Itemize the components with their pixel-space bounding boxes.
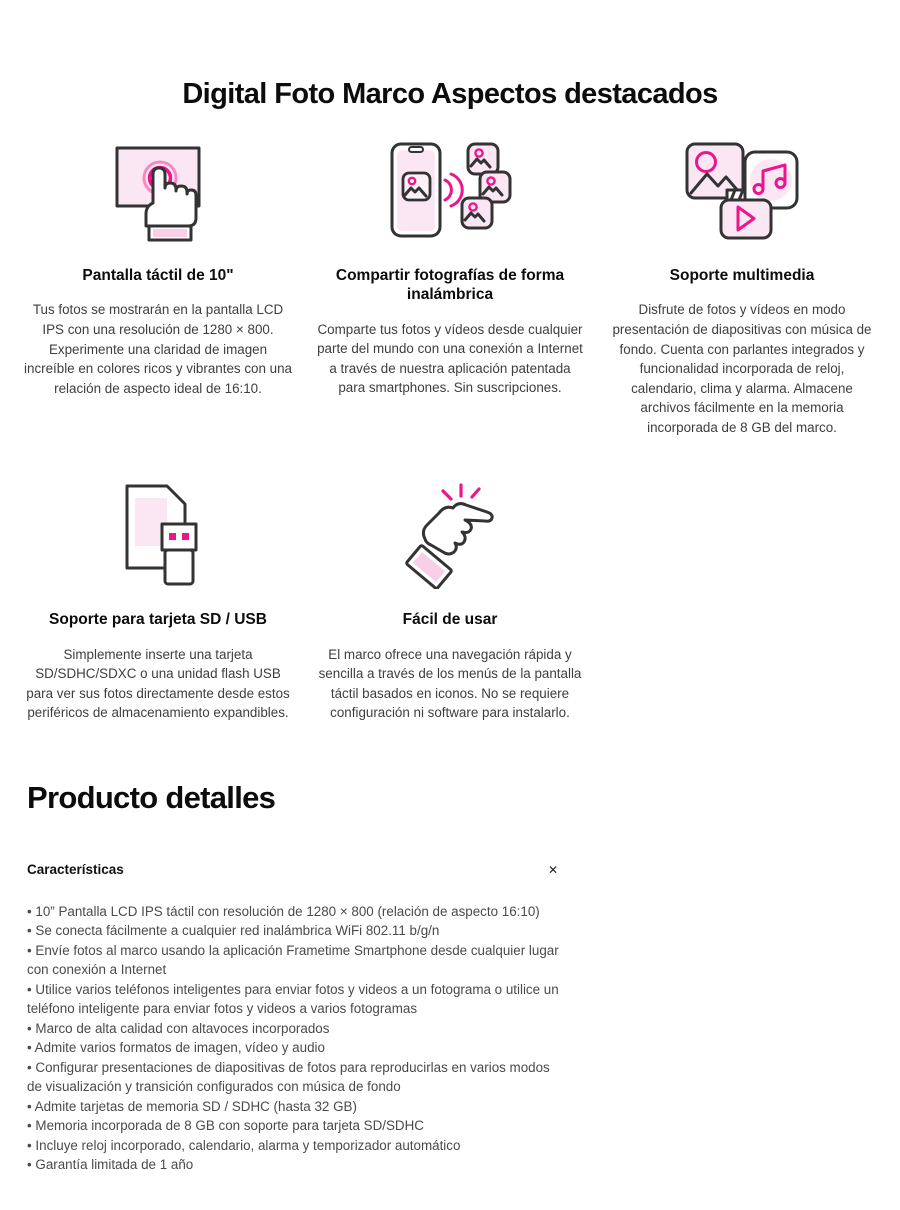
feature-body: Tus fotos se mostrarán en la pantalla LCD IPS con una resolución de 1280 × 800. Experimente una claridad de imagen increíble en colores ricos y vibrantes con una relación de aspecto ideal de 16:10. (24, 302, 292, 396)
feature-body: Comparte tus fotos y vídeos desde cualquier parte del mundo con una conexión a Internet a través de nuestra aplicación patentada para smartphones. Sin suscripciones. (317, 321, 583, 396)
feature-touchscreen (12, 138, 304, 437)
feature-wireless-share (304, 138, 596, 437)
feature-bullet: • Admite tarjetas de memoria SD / SDHC (hasta 32 GB) (27, 1098, 357, 1114)
feature-bullet: • Garantía limitada de 1 año (27, 1157, 194, 1173)
feature-title: Compartir fotografías de forma inalámbrica (335, 267, 565, 304)
feature-body: Disfrute de fotos y vídeos en modo presentación de diapositivas con música de fondo. Cuenta con parlantes integrados y funcionalidad incorporada de reloj, calendario, clima y alarma. Almacene archivos fácilmente en la memoria incorporada de 8 GB del marco. (612, 302, 872, 435)
feature-title: Pantalla táctil de 10" (82, 267, 234, 284)
features-accordion-label: Características (27, 862, 124, 878)
product-details-title: Producto detalles (27, 779, 276, 815)
feature-bullet: • Marco de alta calidad con altavoces incorporados (27, 1020, 330, 1036)
features-bullet-list (27, 902, 560, 1175)
product-details-section (27, 780, 900, 1175)
close-icon[interactable]: ✕ (547, 862, 558, 877)
features-accordion-header[interactable] (27, 862, 560, 878)
feature-title: Soporte multimedia (669, 267, 815, 284)
feature-multimedia (596, 138, 888, 437)
feature-bullet: • Memoria incorporada de 8 GB con soporte para tarjeta SD/SDHC (27, 1118, 424, 1134)
feature-body: Simplemente inserte una tarjeta SD/SDHC/SDXC o una unidad flash USB para ver sus fotos directamente desde estos periféricos de almacenamiento expandibles. (26, 646, 290, 721)
feature-bullet: • Envíe fotos al marco usando la aplicación Frametime Smartphone desde cualquier lugar con conexión a Internet (27, 942, 559, 978)
features-grid (12, 138, 888, 723)
feature-easy-to-use (304, 482, 596, 723)
features-accordion (27, 862, 560, 1175)
touchscreen-icon (103, 138, 213, 242)
feature-bullet: • Configurar presentaciones de diapositivas de fotos para reproducirlas en varios modos de visualización y transición configurados con música de fondo (27, 1059, 550, 1095)
sd-usb-card-icon (103, 480, 213, 588)
feature-title: Soporte para tarjeta SD / USB (49, 611, 267, 629)
easy-to-use-hand-icon (395, 479, 505, 589)
multimedia-icon (683, 140, 801, 240)
feature-title: Fácil de usar (402, 611, 498, 629)
feature-bullet: • 10” Pantalla LCD IPS táctil con resolución de 1280 × 800 (relación de aspecto 16:10) (27, 903, 540, 919)
feature-body: El marco ofrece una navegación rápida y sencilla a través de los menús de la pantalla táctil basados en iconos. No se requiere configuración ni software para instalarlo. (318, 646, 582, 721)
feature-bullet: • Utilice varios teléfonos inteligentes para enviar fotos y videos a un fotograma o utilice un teléfono inteligente para enviar fotos y videos a varios fotogramas (27, 981, 559, 1017)
highlights-title: Digital Foto Marco Aspectos destacados (182, 78, 718, 110)
wireless-share-icon (388, 140, 512, 240)
feature-bullet: • Incluye reloj incorporado, calendario, alarma y temporizador automático (27, 1137, 461, 1153)
feature-bullet: • Admite varios formatos de imagen, vídeo y audio (27, 1040, 325, 1056)
feature-bullet: • Se conecta fácilmente a cualquier red inalámbrica WiFi 802.11 b/g/n (27, 923, 440, 939)
feature-sd-usb (12, 482, 304, 723)
